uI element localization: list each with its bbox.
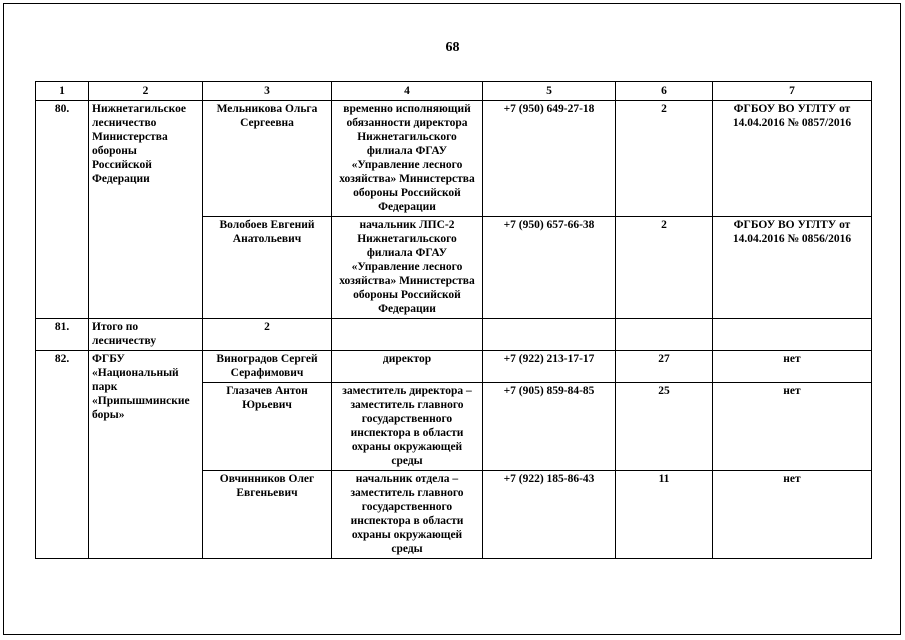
person-position: начальник ЛПС-2 Нижнетагильского филиала ФГАУ «Управление лесного хозяйства» Министерства обороны Российской Федерации bbox=[332, 217, 483, 319]
count-cell: 25 bbox=[616, 383, 713, 471]
column-header: 3 bbox=[203, 82, 332, 101]
column-header: 2 bbox=[89, 82, 203, 101]
person-name: Волобоев Евгений Анатольевич bbox=[203, 217, 332, 319]
count-cell: 27 bbox=[616, 351, 713, 383]
row-number: 80. bbox=[36, 101, 89, 319]
person-name: Овчинников Олег Евгеньевич bbox=[203, 471, 332, 559]
total-cell: 2 bbox=[203, 319, 332, 351]
person-position: временно исполняющий обязанности директора Нижнетагильского филиала ФГАУ «Управление лесного хозяйства» Министерства обороны Российской Федерации bbox=[332, 101, 483, 217]
count-cell: 2 bbox=[616, 101, 713, 217]
organization-cell: ФГБУ «Национальный парк «Припышминские боры» bbox=[89, 351, 203, 559]
document-cell: нет bbox=[713, 351, 872, 383]
person-position: заместитель директора – заместитель главного государственного инспектора в области охраны окружающей среды bbox=[332, 383, 483, 471]
document-cell: нет bbox=[713, 383, 872, 471]
document-cell: ФГБОУ ВО УГЛТУ от 14.04.2016 № 0857/2016 bbox=[713, 101, 872, 217]
document-cell: ФГБОУ ВО УГЛТУ от 14.04.2016 № 0856/2016 bbox=[713, 217, 872, 319]
person-phone: +7 (950) 657-66-38 bbox=[483, 217, 616, 319]
row-number: 81. bbox=[36, 319, 89, 351]
person-name: Виноградов Сергей Серафимович bbox=[203, 351, 332, 383]
document-cell: нет bbox=[713, 471, 872, 559]
person-phone: +7 (922) 185-86-43 bbox=[483, 471, 616, 559]
data-table bbox=[35, 81, 872, 559]
table-row bbox=[36, 351, 872, 383]
header-row bbox=[36, 82, 872, 101]
person-name: Мельникова Ольга Сергеевна bbox=[203, 101, 332, 217]
table-row bbox=[36, 101, 872, 217]
organization-cell: Нижнетагильское лесничество Министерства обороны Российской Федерации bbox=[89, 101, 203, 319]
column-header: 4 bbox=[332, 82, 483, 101]
person-phone: +7 (922) 213-17-17 bbox=[483, 351, 616, 383]
person-name: Глазачев Антон Юрьевич bbox=[203, 383, 332, 471]
empty-cell bbox=[332, 319, 483, 351]
empty-cell bbox=[713, 319, 872, 351]
person-phone: +7 (950) 649-27-18 bbox=[483, 101, 616, 217]
organization-cell: Итого по лесничеству bbox=[89, 319, 203, 351]
table-row bbox=[36, 319, 872, 351]
column-header: 1 bbox=[36, 82, 89, 101]
empty-cell bbox=[483, 319, 616, 351]
column-header: 5 bbox=[483, 82, 616, 101]
person-phone: +7 (905) 859-84-85 bbox=[483, 383, 616, 471]
count-cell: 11 bbox=[616, 471, 713, 559]
count-cell: 2 bbox=[616, 217, 713, 319]
page-number: 68 bbox=[445, 40, 460, 55]
empty-cell bbox=[616, 319, 713, 351]
person-position: директор bbox=[332, 351, 483, 383]
person-position: начальник отдела – заместитель главного государственного инспектора в области охраны окружающей среды bbox=[332, 471, 483, 559]
row-number: 82. bbox=[36, 351, 89, 559]
column-header: 7 bbox=[713, 82, 872, 101]
column-header: 6 bbox=[616, 82, 713, 101]
